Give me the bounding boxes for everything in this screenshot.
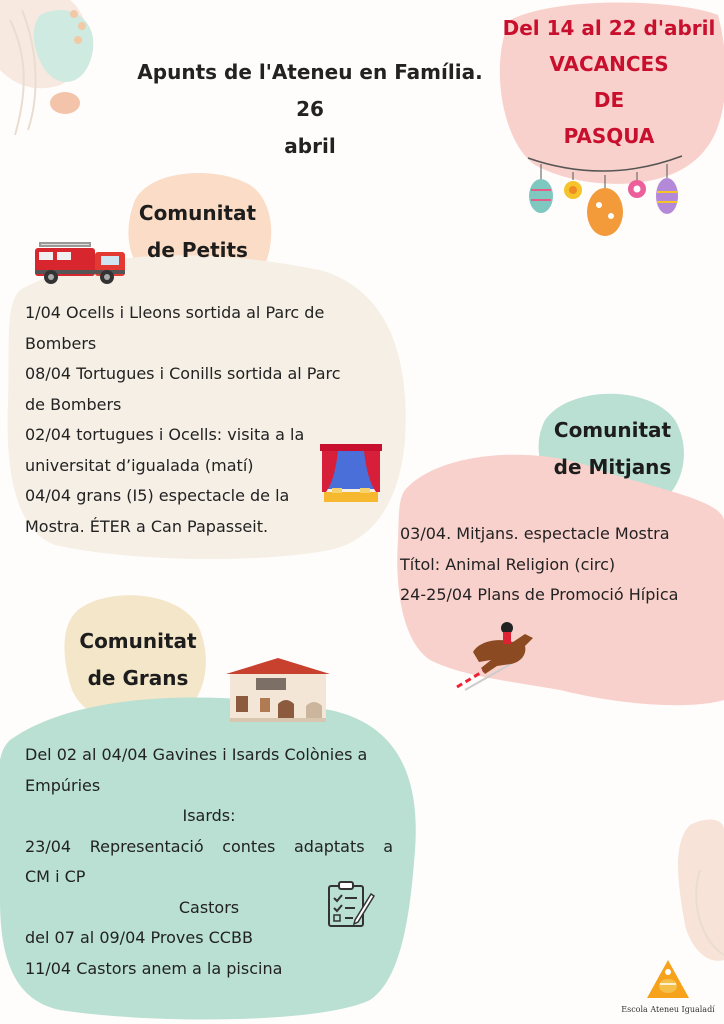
list-item: universitat d’igualada (matí) [25,455,254,475]
mitjans-title [540,412,685,486]
horse-jumping-icon [455,612,545,692]
vacances-word3: PASQUA [563,124,655,148]
theater-stage-icon [320,444,382,504]
grans-title-line1: Comunitat [79,629,197,653]
list-item: del 07 al 09/04 Proves CCBB [25,928,253,947]
list-item: 02/04 tortugues i Ocells: visita a la [25,425,305,444]
grans-activity-list [25,740,393,984]
list-item: Empúries [25,775,101,795]
easter-egg-garland-icon [525,150,685,240]
list-item: Isards: [182,806,236,825]
grans-title-line2: de Grans [87,666,189,690]
list-item: 04/04 grans (I5) espectacle de la [25,486,290,505]
petits-title-line1: Comunitat [138,201,257,225]
mitjans-title-line1: Comunitat [553,418,672,442]
vacances-dates: Del 14 al 22 d'abril [502,16,716,40]
list-item: CM i CP [25,867,86,886]
list-item: 24-25/04 Plans de Promoció Hípica [400,585,679,604]
list-item: Castors [178,897,240,917]
list-item: 08/04 Tortugues i Conills sortida al Parc [25,364,341,383]
list-item: 1/04 Ocells i Lleons sortida al Parc de [25,303,325,322]
page-title-line2: abril [284,134,336,158]
list-item: Mostra. ÉTER a Can Papasseit. [25,516,269,536]
vacances-word2: DE [593,88,625,112]
petits-title [125,195,270,269]
mitjans-activity-list [400,519,678,611]
school-logo-icon [645,958,691,1002]
fire-truck-icon [33,238,128,286]
school-building-icon [226,656,330,724]
grans-title [68,623,208,697]
school-name: Escola Ateneu Igualadí [621,1005,715,1014]
peach-pebble [50,92,80,114]
petits-activity-list [25,298,341,542]
list-item: de Bombers [25,394,122,414]
page-title [120,54,500,165]
list-item: 23/04 Representació contes adaptats a [25,836,393,856]
page-title-line1: Apunts de l'Ateneu en Família. 26 [137,60,483,121]
vacances-notice [494,10,724,154]
list-item: 11/04 Castors anem a la piscina [25,958,283,978]
list-item: Del 02 al 04/04 Gavines i Isards Colònies a [25,745,368,764]
petits-title-line2: de Petits [147,238,248,262]
corner-blob-bottom-right [678,820,724,961]
checklist-icon [325,880,375,930]
vacances-word1: VACANCES [549,52,669,76]
mitjans-title-line2: de Mitjans [553,455,672,479]
list-item: Títol: Animal Religion (circ) [400,554,616,574]
list-item: 03/04. Mitjans. espectacle Mostra [400,524,670,543]
list-item: Bombers [25,333,97,353]
